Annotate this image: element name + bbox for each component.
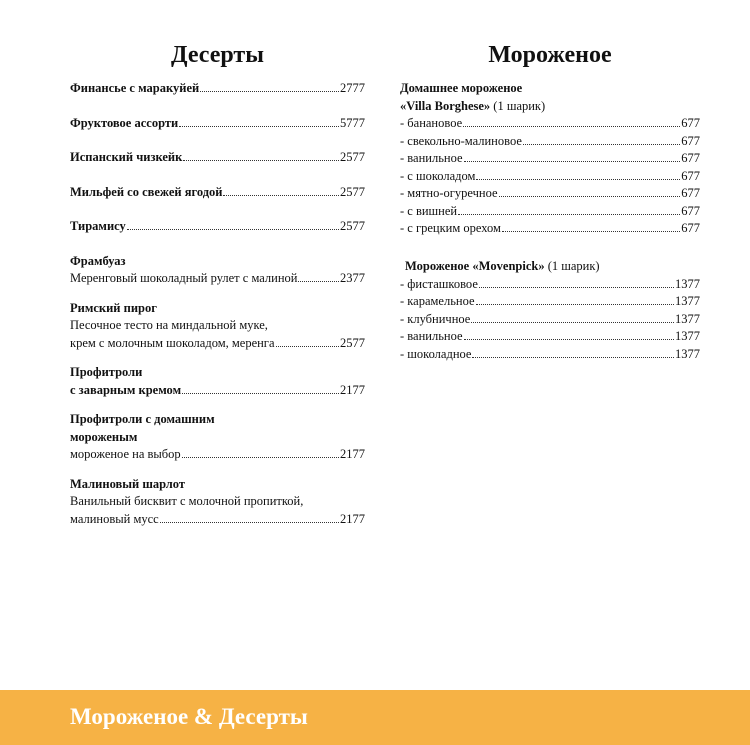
dessert-item: [70, 300, 365, 353]
dessert-item: [70, 80, 365, 98]
dessert-name: Римский пирог: [70, 300, 157, 315]
dot-leader: [179, 126, 339, 127]
dot-leader: [479, 287, 674, 288]
icecream-section-movenpick: [400, 258, 700, 363]
menu-line: [400, 346, 700, 364]
item-name: - с вишней: [400, 203, 458, 218]
dot-leader: [458, 214, 680, 215]
dot-leader: [499, 196, 681, 197]
item-name: с заварным кремом: [70, 382, 182, 397]
menu-line: [400, 115, 700, 133]
menu-line: [70, 511, 365, 529]
item-price: 2177: [340, 447, 365, 461]
dessert-item: [70, 115, 365, 133]
dessert-name: Профитроли с домашним: [70, 412, 215, 426]
menu-line: [70, 80, 365, 98]
item-price: 677: [681, 221, 700, 235]
item-name: - ванильное: [400, 329, 463, 343]
item-name: - шоколадное: [400, 346, 472, 361]
menu-line: [400, 185, 700, 203]
item-price: 1377: [675, 346, 700, 361]
item-name: - фисташковое: [400, 276, 478, 291]
item-price: 2577: [340, 184, 365, 199]
dessert-item: [70, 364, 365, 399]
item-price: 1377: [675, 276, 700, 291]
desserts-list: [70, 80, 365, 540]
dot-leader: [182, 457, 339, 458]
dot-leader: [183, 160, 339, 161]
menu-line: [70, 382, 365, 400]
menu-line: [400, 168, 700, 186]
item-price: 2577: [340, 335, 365, 350]
movenpick-list: [400, 276, 700, 364]
dessert-name: Профитроли: [70, 365, 143, 379]
menu-line: [70, 184, 365, 202]
item-name: Финансье с маракуйей: [70, 81, 200, 95]
dot-leader: [276, 346, 340, 347]
item-name: Испанский чизкейк: [70, 150, 183, 164]
dot-leader: [223, 195, 339, 196]
dot-leader: [298, 281, 339, 282]
menu-line: [400, 150, 700, 168]
item-price: 2377: [340, 271, 365, 285]
item-name: Тирамису: [70, 219, 126, 233]
footer-title: Мороженое & Десерты: [70, 704, 308, 729]
dot-leader: [523, 144, 680, 145]
dot-leader: [476, 179, 680, 180]
dessert-desc: Песочное тесто на миндальной муке,: [70, 318, 268, 332]
dot-leader: [476, 304, 674, 305]
dot-leader: [502, 231, 680, 232]
dot-leader: [463, 126, 680, 127]
dessert-name-cont: мороженым: [70, 429, 138, 444]
item-name: - клубничное: [400, 311, 471, 326]
desserts-title: Десерты: [171, 42, 264, 68]
menu-line: [70, 115, 365, 133]
item-price: 1377: [675, 294, 700, 308]
item-name: Мильфей со свежей ягодой: [70, 184, 223, 199]
menu-line: [70, 149, 365, 167]
menu-line: [400, 203, 700, 221]
dessert-item: [70, 476, 365, 529]
dot-leader: [200, 91, 339, 92]
dot-leader: [464, 339, 674, 340]
villa-brand: «Villa Borghese»: [400, 98, 491, 113]
dessert-item: [70, 184, 365, 202]
movenpick-note: (1 шарик): [547, 259, 600, 273]
item-name: - с грецким орехом: [400, 221, 501, 235]
item-name: мороженое на выбор: [70, 447, 181, 461]
footer-banner: [0, 690, 750, 745]
item-name: - с шоколадом: [400, 168, 476, 183]
dot-leader: [471, 322, 674, 323]
item-name: - свекольно-малиновое: [400, 133, 522, 148]
item-name: - мятно-огуречное: [400, 186, 498, 200]
dot-leader: [472, 357, 674, 358]
item-price: 2177: [340, 511, 365, 526]
item-price: 677: [681, 116, 700, 130]
item-price: 2777: [340, 81, 365, 95]
item-name: - карамельное: [400, 294, 475, 308]
menu-line: [70, 335, 365, 353]
item-price: 677: [681, 186, 700, 200]
villa-note: (1 шарик): [493, 98, 546, 113]
dot-leader: [464, 161, 681, 162]
item-price: 677: [681, 203, 700, 218]
dessert-item: [70, 149, 365, 167]
menu-line: [400, 133, 700, 151]
menu-line: [400, 276, 700, 294]
dot-leader: [160, 522, 339, 523]
icecream-title: Мороженое: [488, 42, 612, 68]
item-price: 1377: [675, 329, 700, 343]
menu-line: [400, 328, 700, 346]
menu-line: [400, 220, 700, 238]
item-name: Фруктовое ассорти: [70, 115, 179, 130]
villa-subtitle: [400, 98, 700, 116]
item-name: крем с молочным шоколадом, меренга: [70, 335, 275, 350]
dessert-desc: Ванильный бисквит с молочной пропиткой,: [70, 494, 304, 508]
dessert-item: [70, 218, 365, 236]
dessert-name: Фрамбуаз: [70, 253, 126, 268]
item-price: 1377: [675, 311, 700, 326]
menu-line: [70, 270, 365, 288]
menu-line: [70, 218, 365, 236]
item-price: 2177: [340, 382, 365, 397]
item-price: 677: [681, 151, 700, 165]
icecream-section-villa: [400, 80, 700, 238]
villa-list: [400, 115, 700, 238]
item-price: 677: [681, 168, 700, 183]
villa-title: Домашнее мороженое: [400, 81, 523, 95]
item-price: 2577: [340, 219, 365, 233]
movenpick-title: Мороженое «Movenpick»: [405, 259, 545, 273]
item-price: 5777: [340, 115, 365, 130]
dessert-item: [70, 253, 365, 288]
menu-line: [400, 311, 700, 329]
menu-line: [400, 293, 700, 311]
item-name: Меренговый шоколадный рулет с малиной: [70, 271, 298, 285]
dessert-name: Малиновый шарлот: [70, 476, 186, 491]
movenpick-title-line: [405, 258, 700, 276]
menu-line: [70, 446, 365, 464]
item-name: - банановое: [400, 116, 463, 130]
item-name: малиновый мусс: [70, 511, 159, 526]
dessert-item: [70, 411, 365, 464]
item-price: 677: [681, 133, 700, 148]
dot-leader: [182, 393, 339, 394]
item-price: 2577: [340, 150, 365, 164]
item-name: - ванильное: [400, 151, 463, 165]
dot-leader: [127, 229, 339, 230]
